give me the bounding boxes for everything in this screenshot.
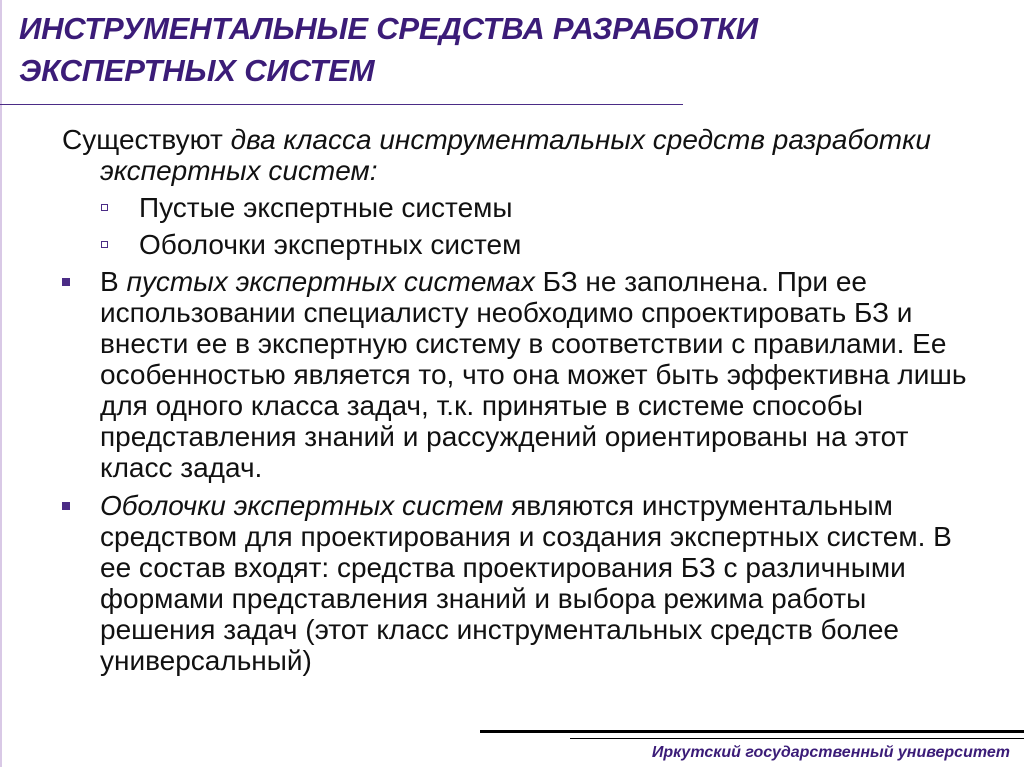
sub-list-item xyxy=(62,229,982,260)
bullet-emphasis: Оболочки экспертных систем xyxy=(100,490,504,521)
sub-item-text: Оболочки экспертных систем xyxy=(139,229,522,260)
main-list-item-empty-systems xyxy=(62,266,982,483)
intro-emphasis: два класса инструментальных средств разработки экспертных систем: xyxy=(100,124,931,186)
hollow-square-bullet-icon xyxy=(101,241,108,248)
slide-content xyxy=(62,124,982,683)
title-divider xyxy=(0,104,683,105)
footer-divider-thick xyxy=(480,730,1024,733)
hollow-square-bullet-icon xyxy=(101,204,108,211)
intro-paragraph xyxy=(62,124,982,186)
filled-square-bullet-icon xyxy=(62,502,70,510)
filled-square-bullet-icon xyxy=(62,278,70,286)
bullet-lead: В xyxy=(100,266,127,297)
footer-divider-thin xyxy=(570,738,1024,739)
bullet-text: БЗ не заполнена. При ее использовании специалисту необходимо спроектировать БЗ и внести ее в экспертную систему в соответствии с правилами. Ее особенностью является то, что она может быть эффективна лишь для одного класса задач, т.к. принятые в системе способы представления знаний и рассуждений ориентированы на этот класс задач. xyxy=(100,266,967,483)
intro-lead: Существуют xyxy=(62,124,231,155)
bullet-emphasis: пустых экспертных системах xyxy=(126,266,535,297)
sub-item-text: Пустые экспертные системы xyxy=(139,192,513,223)
sub-list xyxy=(62,192,982,260)
footer-university-name: Иркутский государственный университет xyxy=(651,744,1010,761)
title-line-1: ИНСТРУМЕНТАЛЬНЫЕ СРЕДСТВА РАЗРАБОТКИ xyxy=(19,11,758,46)
slide-title xyxy=(19,8,919,92)
title-line-2: ЭКСПЕРТНЫХ СИСТЕМ xyxy=(19,53,375,88)
main-list-item-shells xyxy=(62,490,982,676)
bullet-text: являются инструментальным средством для проектирования и создания экспертных систем. В ее состав входят: средства проектирования БЗ с различными формами представления знаний и выбора режима работы решения задач (этот класс инструментальных средств более универсальный) xyxy=(100,490,952,676)
left-edge-line xyxy=(0,0,2,767)
sub-list-item xyxy=(62,192,982,223)
main-list xyxy=(62,266,982,676)
